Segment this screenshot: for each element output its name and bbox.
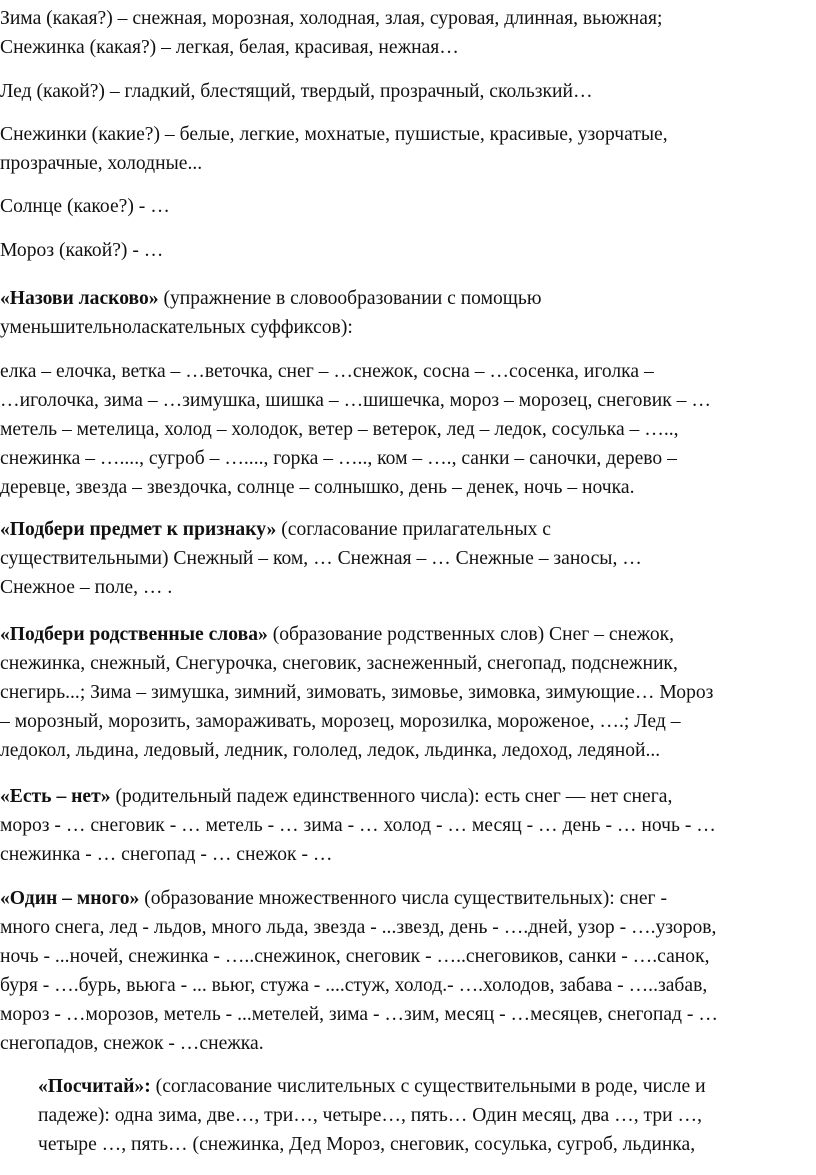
text-line bbox=[0, 649, 812, 678]
text-run: Зима (какая?) – снежная, морозная, холодная, злая, суровая, длинная, вьюжная; bbox=[0, 8, 663, 29]
text-run: деревце, звезда – звездочка, солнце – солнышко, день – денек, ночь – ночка. bbox=[0, 477, 635, 498]
text-line bbox=[0, 33, 812, 62]
paragraph-adjectives-snowflakes bbox=[0, 120, 812, 178]
text-line bbox=[0, 77, 812, 106]
text-run: …иголочка, зима – …зимушка, шишка – …шишечка, мороз – морозец, снеговик – … bbox=[0, 390, 711, 411]
text-line bbox=[0, 811, 812, 840]
text-line bbox=[0, 544, 812, 573]
text-line bbox=[0, 415, 812, 444]
text-line bbox=[38, 1101, 814, 1130]
text-line bbox=[0, 884, 812, 913]
text-run: мороз - …морозов, метель - ...метелей, зима - …зим, месяц - …месяцев, снегопад - … bbox=[0, 1004, 718, 1025]
text-run: падеже): одна зима, две…, три…, четыре…, пять… Один месяц, два …, три …, bbox=[38, 1105, 703, 1126]
text-line bbox=[0, 149, 812, 178]
text-line bbox=[0, 736, 812, 765]
paragraph-exercise-have-not-have bbox=[0, 782, 812, 869]
text-run: снежинка, снежный, Снегурочка, снеговик, заснеженный, снегопад, подснежник, bbox=[0, 653, 678, 674]
text-line bbox=[0, 707, 812, 736]
exercise-title: «Один – много» bbox=[0, 888, 140, 909]
text-run: много снега, лед - льдов, много льда, звезда - ...звезд, день - ….дней, узор - ….узоров, bbox=[0, 917, 717, 938]
text-run: елка – елочка, ветка – …веточка, снег – …снежок, сосна – …сосенка, иголка – bbox=[0, 361, 654, 382]
text-run: (упражнение в словообразовании с помощью bbox=[158, 288, 542, 309]
text-run: прозрачные, холодные... bbox=[0, 153, 203, 174]
exercise-title: «Назови ласково» bbox=[0, 288, 159, 309]
text-run: (образование множественного числа существительных): снег - bbox=[139, 888, 667, 909]
paragraph-exercise-affectionate-heading bbox=[0, 284, 812, 342]
text-run: уменьшительноласкательных суффиксов): bbox=[0, 317, 353, 338]
text-run: Солнце (какое?) - … bbox=[0, 196, 170, 217]
text-line bbox=[0, 1000, 812, 1029]
text-line bbox=[0, 515, 812, 544]
text-run: буря - ….бурь, вьюга - ... вьюг, стужа - ....стуж, холод.- ….холодов, забава - …..забав, bbox=[0, 975, 708, 996]
text-line bbox=[0, 840, 812, 869]
text-line bbox=[0, 1029, 812, 1058]
text-line bbox=[0, 357, 812, 386]
text-run: Лед (какой?) – гладкий, блестящий, твердый, прозрачный, скользкий… bbox=[0, 81, 593, 102]
text-line bbox=[38, 1072, 814, 1101]
text-line bbox=[0, 236, 812, 265]
paragraph-exercise-count bbox=[38, 1072, 814, 1159]
text-line bbox=[38, 1130, 814, 1159]
text-run: (родительный падеж единственного числа): есть снег — нет снега, bbox=[110, 786, 673, 807]
text-line bbox=[0, 120, 812, 149]
text-run: ночь - ...ночей, снежинка - …..снежинок, снеговик - …..снеговиков, санки - ….санок, bbox=[0, 946, 710, 967]
paragraph-adjectives-winter bbox=[0, 4, 812, 62]
text-run: – морозный, морозить, замораживать, морозец, морозилка, мороженое, ….; Лед – bbox=[0, 711, 681, 732]
text-run: (согласование числительных с существительными в роде, числе и bbox=[150, 1076, 706, 1097]
text-line bbox=[0, 971, 812, 1000]
text-run: снегирь...; Зима – зимушка, зимний, зимовать, зимовье, зимовка, зимующие… Мороз bbox=[0, 682, 714, 703]
text-line bbox=[0, 620, 812, 649]
text-line bbox=[0, 942, 812, 971]
text-line bbox=[0, 782, 812, 811]
exercise-title: «Есть – нет» bbox=[0, 786, 111, 807]
paragraph-adjectives-ice bbox=[0, 77, 812, 106]
paragraph-adjectives-frost bbox=[0, 236, 812, 265]
text-run: снегопадов, снежок - …снежка. bbox=[0, 1033, 264, 1054]
paragraph-exercise-affectionate-words bbox=[0, 357, 812, 502]
text-run: (согласование прилагательных с bbox=[276, 519, 551, 540]
text-line bbox=[0, 573, 812, 602]
text-run: снежинка - … снегопад - … снежок - … bbox=[0, 844, 333, 865]
text-line bbox=[0, 313, 812, 342]
text-run: Мороз (какой?) - … bbox=[0, 240, 164, 261]
text-run: четыре …, пять… (снежинка, Дед Мороз, снеговик, сосулька, сугроб, льдинка, bbox=[38, 1134, 696, 1155]
paragraph-exercise-match-object bbox=[0, 515, 812, 602]
text-line bbox=[0, 913, 812, 942]
text-line bbox=[0, 444, 812, 473]
text-line bbox=[0, 678, 812, 707]
paragraph-exercise-one-many bbox=[0, 884, 812, 1058]
text-run: ледокол, льдина, ледовый, ледник, гололед, ледок, льдинка, ледоход, ледяной... bbox=[0, 740, 661, 761]
text-line bbox=[0, 473, 812, 502]
text-line bbox=[0, 4, 812, 33]
paragraph-adjectives-sun bbox=[0, 192, 812, 221]
text-line bbox=[0, 192, 812, 221]
text-run: (образование родственных слов) Снег – снежок, bbox=[267, 624, 675, 645]
text-run: мороз - … снеговик - … метель - … зима - … холод - … месяц - … день - … ночь - … bbox=[0, 815, 716, 836]
paragraph-exercise-related-words bbox=[0, 620, 812, 765]
exercise-title: «Подбери родственные слова» bbox=[0, 624, 268, 645]
exercise-title: «Подбери предмет к признаку» bbox=[0, 519, 277, 540]
text-line bbox=[0, 284, 812, 313]
text-run: существительными) Снежный – ком, … Снежная – … Снежные – заносы, … bbox=[0, 548, 642, 569]
text-run: Снежинки (какие?) – белые, легкие, мохнатые, пушистые, красивые, узорчатые, bbox=[0, 124, 668, 145]
text-run: снежинка – …...., сугроб – …...., горка – ….., ком – …., санки – саночки, дерево – bbox=[0, 448, 677, 469]
text-line bbox=[0, 386, 812, 415]
text-run: Снежинка (какая?) – легкая, белая, красивая, нежная… bbox=[0, 37, 459, 58]
exercise-title: «Посчитай»: bbox=[38, 1076, 151, 1097]
text-run: метель – метелица, холод – холодок, ветер – ветерок, лед – ледок, сосулька – ….., bbox=[0, 419, 679, 440]
text-run: Снежное – поле, … . bbox=[0, 577, 173, 598]
